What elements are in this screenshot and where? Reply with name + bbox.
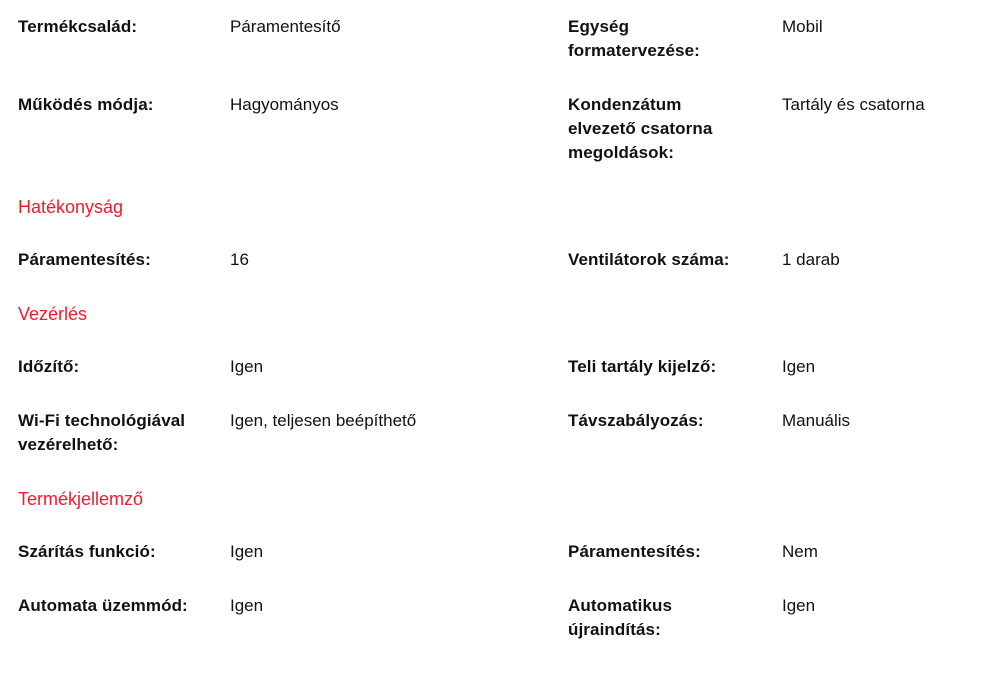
spec-label-teli-tartaly-kijelzo: Teli tartály kijelző:	[568, 357, 717, 376]
section-header-termekjellemzo: Termékjellemző	[18, 489, 144, 509]
spec-row	[18, 594, 982, 642]
spec-label-mukodes-modja: Működés módja:	[18, 95, 154, 114]
spec-label-szaritas-funkcio: Szárítás funkció:	[18, 542, 156, 561]
spec-value-paramentesites: 16	[230, 250, 249, 269]
section-header-vezerles: Vezérlés	[18, 304, 88, 324]
spec-label-automata-uzemmod: Automata üzemmód:	[18, 596, 188, 615]
spec-label-automatikus-ujrainditas: Automatikus újraindítás:	[568, 596, 673, 639]
spec-value-automata-uzemmod: Igen	[230, 596, 264, 615]
spec-label-paramentesites: Páramentesítés:	[18, 250, 151, 269]
spec-value-automatikus-ujrainditas: Igen	[782, 596, 816, 615]
spec-value-mukodes-modja: Hagyományos	[230, 95, 339, 114]
spec-value-szaritas-funkcio: Igen	[230, 542, 264, 561]
spec-value-idozito: Igen	[230, 357, 264, 376]
spec-value-paramentesites-2: Nem	[782, 542, 818, 561]
spec-label-paramentesites-2: Páramentesítés:	[568, 542, 701, 561]
spec-row	[18, 15, 982, 63]
spec-label-tavszabalyozas: Távszabályozás:	[568, 411, 704, 430]
spec-value-tavszabalyozas: Manuális	[782, 411, 851, 430]
spec-value-wifi-vezerelheto: Igen, teljesen beépíthető	[230, 411, 417, 430]
spec-row	[18, 409, 982, 457]
spec-label-egyseg-formatervezese: Egység formatervezése:	[568, 17, 700, 60]
spec-label-termekcsalad: Termékcsalád:	[18, 17, 138, 36]
spec-value-termekcsalad: Páramentesítő	[230, 17, 341, 36]
section-header-hatekonysag: Hatékonyság	[18, 197, 124, 217]
spec-label-kondenzatum: Kondenzátum elvezető csatorna megoldások:	[568, 95, 713, 162]
spec-label-ventilatorok-szama: Ventilátorok száma:	[568, 250, 730, 269]
spec-value-kondenzatum: Tartály és csatorna	[782, 95, 925, 114]
spec-label-idozito: Időzítő:	[18, 357, 80, 376]
spec-row	[18, 355, 982, 379]
spec-row	[18, 540, 982, 564]
spec-value-ventilatorok-szama: 1 darab	[782, 250, 840, 269]
spec-row	[18, 248, 982, 272]
spec-row	[18, 93, 982, 165]
spec-label-wifi-vezerelheto: Wi-Fi technológiával vezérelhető:	[18, 411, 186, 454]
spec-value-egyseg-formatervezese: Mobil	[782, 17, 823, 36]
spec-value-teli-tartaly-kijelzo: Igen	[782, 357, 816, 376]
